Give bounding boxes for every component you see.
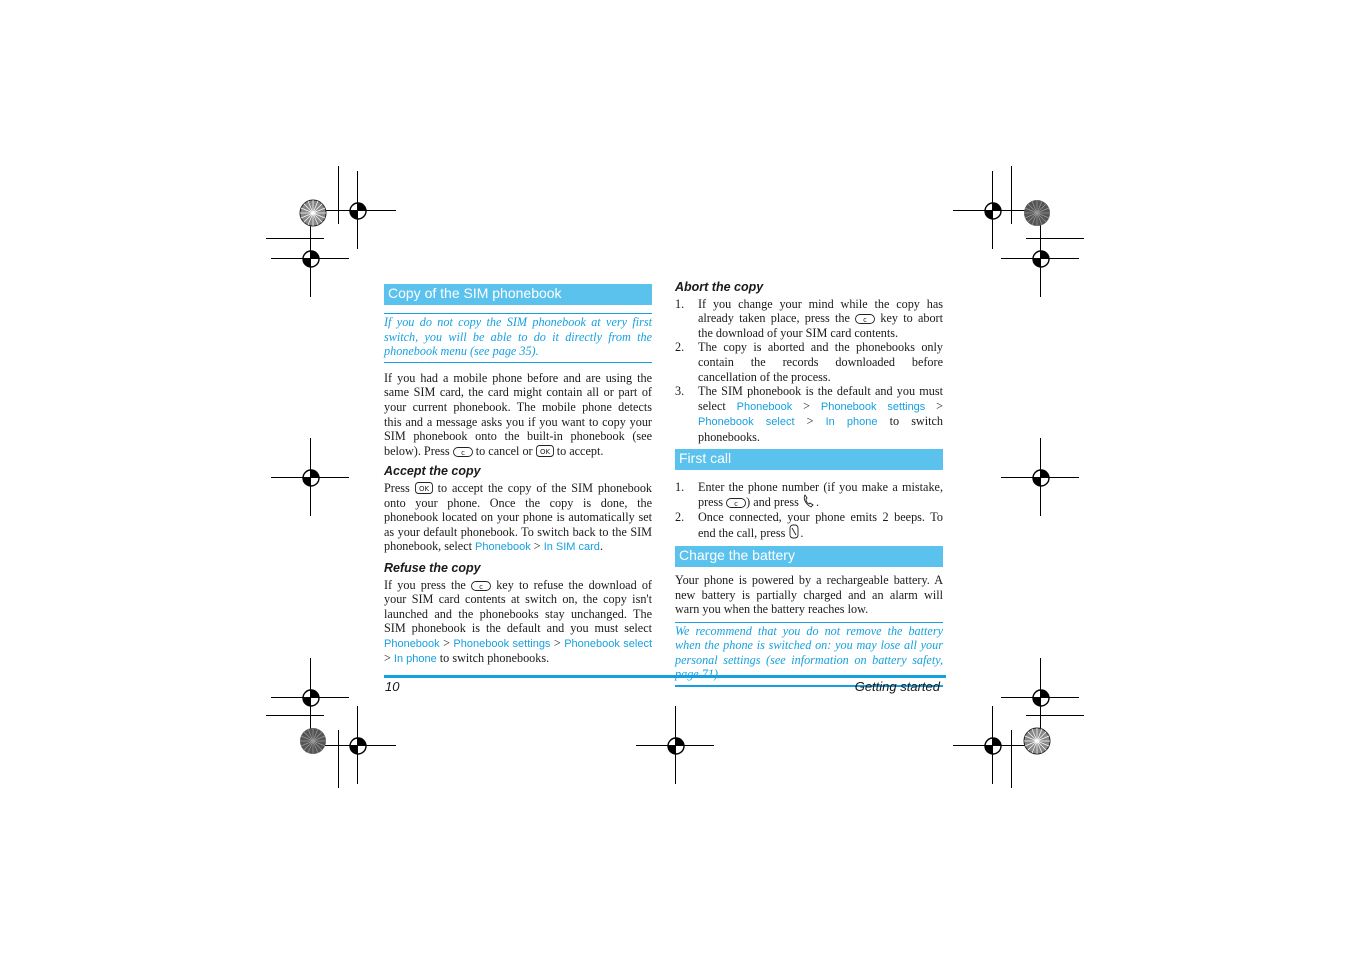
battery-paragraph: Your phone is powered by a rechargeable battery. A new battery is partially charged and an alarm will warn you when the battery reaches low. — [675, 572, 943, 617]
list-number: 2. — [675, 509, 685, 524]
menu-item-phonebook: Phonebook — [475, 541, 531, 554]
menu-separator: > — [803, 398, 811, 413]
accept-paragraph — [384, 481, 652, 555]
chapter-title: Getting started — [854, 679, 940, 694]
menu-separator: > — [553, 635, 561, 650]
svg-text:OK: OK — [539, 447, 550, 456]
list-text: The SIM phonebook is the default and you must select — [698, 384, 943, 413]
trim-line — [1026, 238, 1084, 239]
left-column — [384, 284, 652, 667]
intro-text: to cancel or — [475, 443, 533, 458]
list-item — [675, 510, 943, 541]
color-star-icon — [299, 199, 327, 227]
section-title-first-call: First call — [675, 449, 943, 470]
menu-separator: > — [806, 414, 814, 429]
registration-mark-icon — [300, 248, 322, 270]
registration-mark-icon — [665, 735, 687, 757]
intro-text: If you had a mobile phone before and are using the same SIM card, the card might contain all or part of your current phonebook. The mobile phone detects this and a message asks you if you want to copy your SIM phonebook onto the built-in phonebook (see below). Press — [384, 370, 652, 458]
refuse-text: If you press the — [384, 577, 466, 592]
list-item — [675, 384, 943, 444]
menu-item-phonebook-settings: Phonebook settings — [820, 400, 926, 413]
list-item — [675, 340, 943, 384]
clear-key-icon — [453, 447, 473, 457]
list-number: 1. — [675, 296, 685, 311]
call-key-icon — [802, 494, 816, 508]
color-star-icon — [1023, 199, 1051, 227]
clear-key-icon — [471, 581, 491, 591]
note-battery-warning: We recommend that you do not remove the battery when the phone is switched on: you may lose all your personal settings (see information on battery safety, — [675, 622, 943, 687]
list-number: 2. — [675, 340, 685, 355]
period: . — [599, 539, 603, 554]
menu-item-phonebook: Phonebook — [384, 637, 440, 650]
list-text: The copy is aborted and the phonebooks only contain the records downloaded before cancellation of the process. — [698, 340, 943, 384]
right-column — [675, 280, 943, 687]
trim-line — [338, 730, 339, 788]
intro-text: to accept. — [556, 443, 604, 458]
trim-line — [266, 238, 324, 239]
section-title-copy-sim: Copy of the SIM phonebook — [384, 284, 652, 305]
menu-item-phonebook-settings: Phonebook settings — [453, 637, 551, 650]
registration-mark-icon — [300, 687, 322, 709]
list-text: If you change your mind while the copy has already taken place, press the — [698, 296, 943, 326]
menu-item-in-phone: In phone — [393, 653, 437, 666]
color-star-icon — [1023, 727, 1051, 755]
menu-separator: > — [533, 539, 541, 554]
registration-mark-icon — [1030, 248, 1052, 270]
registration-mark-icon — [1030, 467, 1052, 489]
trim-line — [1011, 166, 1012, 224]
menu-item-in-sim-card: In SIM card — [543, 541, 600, 554]
svg-text:OK: OK — [418, 484, 429, 493]
list-item — [675, 480, 943, 510]
intro-paragraph — [384, 371, 652, 459]
menu-separator: > — [443, 635, 450, 650]
heading-abort-copy: Abort the copy — [675, 280, 764, 294]
refuse-text: key to refuse the download of your SIM card contents at switch on, the copy isn't launched and the phonebooks stay unchanged. The SIM phonebook is the default and you must select — [384, 577, 652, 636]
trim-line — [1026, 715, 1084, 716]
clear-key-icon — [726, 498, 746, 508]
trim-line — [1011, 730, 1012, 788]
list-text: . — [800, 526, 804, 541]
end-call-key-icon — [788, 524, 800, 539]
menu-item-phonebook-select: Phonebook select — [564, 637, 653, 650]
heading-refuse-copy: Refuse the copy — [384, 560, 481, 575]
trim-line — [266, 715, 324, 716]
trim-line — [338, 166, 339, 224]
list-item — [675, 297, 943, 341]
svg-text:c: c — [479, 582, 483, 591]
accept-text: Press — [384, 480, 410, 495]
list-text: . — [815, 495, 819, 510]
ok-key-icon — [415, 482, 433, 494]
registration-mark-icon — [347, 735, 369, 757]
list-text: to switch phonebooks. — [698, 414, 944, 444]
list-text: ) and press — [746, 495, 799, 510]
heading-accept-copy: Accept the copy — [384, 464, 481, 479]
menu-item-in-phone: In phone — [825, 416, 878, 429]
refuse-paragraph — [384, 578, 652, 668]
menu-separator: > — [384, 651, 391, 666]
menu-item-phonebook: Phonebook — [736, 400, 793, 413]
list-number: 3. — [675, 384, 685, 399]
clear-key-icon — [855, 314, 875, 324]
menu-item-phonebook-select: Phonebook select — [698, 416, 795, 429]
list-text: key to abort the download of your SIM card contents. — [698, 311, 944, 340]
svg-text:c: c — [460, 448, 465, 457]
registration-mark-icon — [982, 200, 1004, 222]
note-copy-later: If you do not copy the SIM phonebook at very first switch, you will be able to do it directly from the phonebook menu (see page 35). — [384, 313, 652, 363]
color-star-icon — [299, 727, 327, 755]
section-title-charge-battery: Charge the battery — [675, 546, 943, 567]
list-number: 1. — [675, 479, 685, 494]
list-text: Once connected, your phone emits 2 beeps. To end the call, press — [698, 509, 943, 541]
menu-separator: > — [936, 398, 944, 413]
registration-mark-icon — [1030, 687, 1052, 709]
svg-text:c: c — [863, 316, 868, 325]
registration-mark-icon — [300, 467, 322, 489]
registration-mark-icon — [347, 200, 369, 222]
ok-key-icon — [536, 445, 554, 457]
list-text: Enter the phone number (if you make a mistake, press — [698, 479, 943, 510]
refuse-text: to switch phonebooks. — [439, 651, 550, 666]
svg-text:c: c — [734, 500, 739, 509]
footer-rule — [384, 675, 946, 678]
registration-mark-icon — [982, 735, 1004, 757]
accept-text: to accept the copy of the SIM phonebook onto your phone. Once the copy is done, the phonebook located on your phone is automatically set as your default phonebook. To switch back to the SIM phonebook, select — [384, 480, 653, 554]
page-number: 10 — [385, 679, 400, 694]
